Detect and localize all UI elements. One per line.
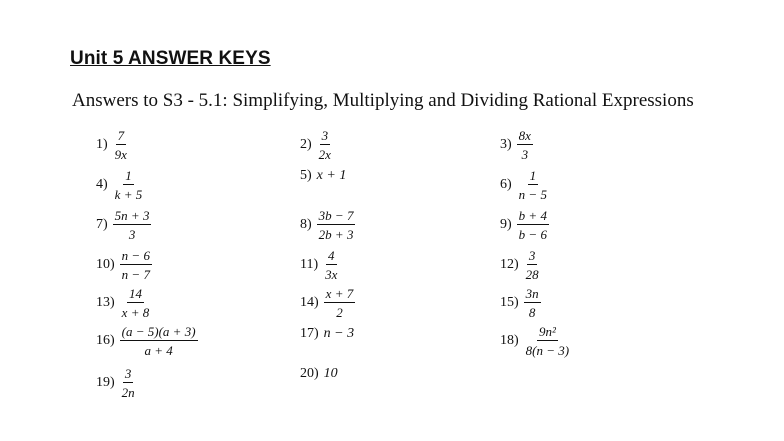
answer-20 — [300, 366, 338, 382]
answer-number: 4) — [96, 177, 108, 192]
answer-number: 20) — [300, 366, 319, 381]
answer-2 — [300, 128, 333, 162]
numerator: 4 — [328, 248, 335, 263]
denominator: 28 — [525, 267, 539, 282]
numerator: x + 7 — [325, 286, 354, 301]
fraction — [524, 324, 571, 358]
answer-expression: n − 3 — [323, 326, 355, 341]
answer-18 — [500, 324, 571, 358]
numerator: (a − 5)(a + 3) — [121, 324, 196, 339]
answer-expression: 10 — [323, 366, 338, 381]
denominator: x + 8 — [121, 305, 150, 320]
fraction — [524, 248, 541, 282]
answer-7 — [96, 208, 151, 242]
fraction — [324, 286, 356, 320]
answer-number: 11) — [300, 257, 319, 272]
answer-11 — [300, 248, 339, 282]
numerator: b + 4 — [518, 208, 547, 223]
answer-number: 14) — [300, 295, 319, 310]
answer-17 — [300, 326, 354, 342]
answer-number: 9) — [500, 217, 512, 232]
answer-16 — [96, 324, 198, 358]
denominator: 2b + 3 — [318, 227, 354, 242]
denominator: a + 4 — [144, 343, 173, 358]
answer-13 — [96, 286, 151, 320]
numerator: 1 — [529, 168, 537, 183]
denominator: 3 — [521, 147, 529, 162]
denominator: 2 — [336, 305, 343, 320]
answer-number: 12) — [500, 257, 519, 272]
answer-number: 18) — [500, 333, 519, 348]
fraction — [120, 286, 152, 320]
numerator: 8x — [518, 128, 531, 143]
answer-8 — [300, 208, 355, 242]
numerator: n − 6 — [121, 248, 150, 263]
answer-number: 7) — [96, 217, 108, 232]
denominator: n − 7 — [121, 267, 150, 282]
fraction — [317, 128, 333, 162]
denominator: 8 — [528, 305, 536, 320]
numerator: 7 — [117, 128, 125, 143]
numerator: 3 — [528, 248, 536, 263]
fraction — [517, 168, 549, 202]
fraction — [120, 324, 198, 358]
answer-number: 5) — [300, 168, 312, 183]
numerator: 3 — [124, 366, 132, 381]
answer-number: 17) — [300, 326, 319, 341]
section-subtitle: Answers to S3 - 5.1: Simplifying, Multiplying and Dividing Rational Expressions — [72, 90, 694, 111]
answer-15 — [500, 286, 541, 320]
fraction — [524, 286, 541, 320]
answer-number: 10) — [96, 257, 115, 272]
answer-6 — [500, 168, 549, 202]
fraction — [113, 168, 145, 202]
fraction — [323, 248, 339, 282]
denominator: n − 5 — [518, 187, 547, 202]
answer-1 — [96, 128, 129, 162]
answer-19 — [96, 366, 137, 400]
answer-4 — [96, 168, 144, 202]
denominator: 2x — [318, 147, 331, 162]
answer-number: 15) — [500, 295, 519, 310]
answer-14 — [300, 286, 355, 320]
denominator: 8(n − 3) — [525, 343, 570, 358]
answer-number: 8) — [300, 217, 312, 232]
fraction — [317, 208, 356, 242]
denominator: k + 5 — [114, 187, 143, 202]
fraction — [113, 128, 129, 162]
numerator: 3b − 7 — [318, 208, 354, 223]
answer-expression: x + 1 — [316, 168, 347, 183]
fraction — [113, 208, 152, 242]
numerator: 9n² — [538, 324, 556, 339]
numerator: 1 — [125, 168, 132, 183]
denominator: 2n — [121, 385, 135, 400]
answer-5 — [300, 168, 346, 184]
answer-number: 16) — [96, 333, 115, 348]
page-title: Unit 5 ANSWER KEYS — [70, 48, 271, 69]
denominator: 3 — [128, 227, 136, 242]
fraction — [120, 248, 152, 282]
answer-number: 13) — [96, 295, 115, 310]
answer-number: 6) — [500, 177, 512, 192]
answer-number: 1) — [96, 137, 108, 152]
fraction — [120, 366, 137, 400]
answer-number: 3) — [500, 137, 512, 152]
numerator: 14 — [128, 286, 142, 301]
answer-number: 2) — [300, 137, 312, 152]
fraction — [517, 208, 549, 242]
answer-9 — [500, 208, 549, 242]
answer-12 — [500, 248, 541, 282]
numerator: 3n — [525, 286, 539, 301]
answer-10 — [96, 248, 152, 282]
numerator: 3 — [321, 128, 329, 143]
denominator: b − 6 — [518, 227, 547, 242]
answer-number: 19) — [96, 375, 115, 390]
denominator: 3x — [325, 267, 338, 282]
fraction — [517, 128, 533, 162]
denominator: 9x — [114, 147, 127, 162]
answer-3 — [500, 128, 533, 162]
numerator: 5n + 3 — [114, 208, 150, 223]
